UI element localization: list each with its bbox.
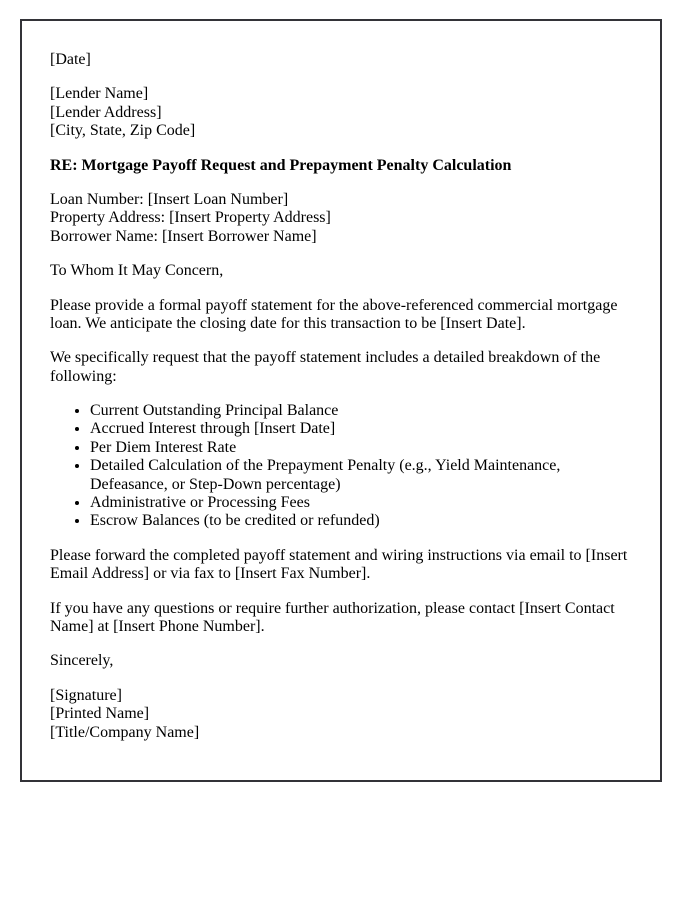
loan-reference-block <box>50 191 632 246</box>
salutation: To Whom It May Concern, <box>50 262 224 280</box>
list-item-prepayment-penalty: • Detailed Calculation of the Prepayment Penalty (e.g., Yield Maintenance, Defeasance, or Step-Down percentage) <box>90 457 632 494</box>
date-text: [Date] <box>50 51 91 68</box>
contact-paragraph: If you have any questions or require further authorization, please contact [Insert Contact Name] at [Insert Phone Number]. <box>50 599 615 635</box>
delivery-paragraph: Please forward the completed payoff statement and wiring instructions via email to [Insert Email Address] or via fax to [Insert Fax Number]. <box>50 546 628 583</box>
letter-document <box>20 19 662 782</box>
title-company-line: [Title/Company Name] <box>50 723 200 741</box>
printed-name-line: [Printed Name] <box>50 705 150 723</box>
property-address-line: Property Address: [Insert Property Address] <box>50 209 331 227</box>
request-items-list <box>50 402 632 531</box>
request-paragraph: We specifically request that the payoff statement includes a detailed breakdown of the following: <box>50 349 601 385</box>
loan-number-line: Loan Number: [Insert Loan Number] <box>50 190 289 208</box>
borrower-name-line: Borrower Name: [Insert Borrower Name] <box>50 227 317 245</box>
closing-line: Sincerely, <box>50 652 114 670</box>
lender-name-line: [Lender Name] <box>50 85 149 103</box>
lender-city-state-zip-line: [City, State, Zip Code] <box>50 122 196 140</box>
signature-line: [Signature] <box>50 686 122 704</box>
list-item-accrued-interest: • Accrued Interest through [Insert Date] <box>90 420 632 438</box>
intro-paragraph: Please provide a formal payoff statement for the above-referenced commercial mortgage loan. We anticipate the closing date for this transaction to be [Insert Date]. <box>50 296 618 332</box>
subject-line: RE: Mortgage Payoff Request and Prepayment Penalty Calculation <box>50 156 512 174</box>
list-item-per-diem-rate: • Per Diem Interest Rate <box>90 439 632 457</box>
recipient-address-block <box>50 85 632 140</box>
list-item-principal-balance: • Current Outstanding Principal Balance <box>90 402 632 420</box>
lender-address-line: [Lender Address] <box>50 103 162 121</box>
signature-block <box>50 687 632 742</box>
list-item-admin-fees: • Administrative or Processing Fees <box>90 494 632 512</box>
date-placeholder <box>50 51 632 69</box>
list-item-escrow-balances: • Escrow Balances (to be credited or refunded) <box>90 512 632 530</box>
